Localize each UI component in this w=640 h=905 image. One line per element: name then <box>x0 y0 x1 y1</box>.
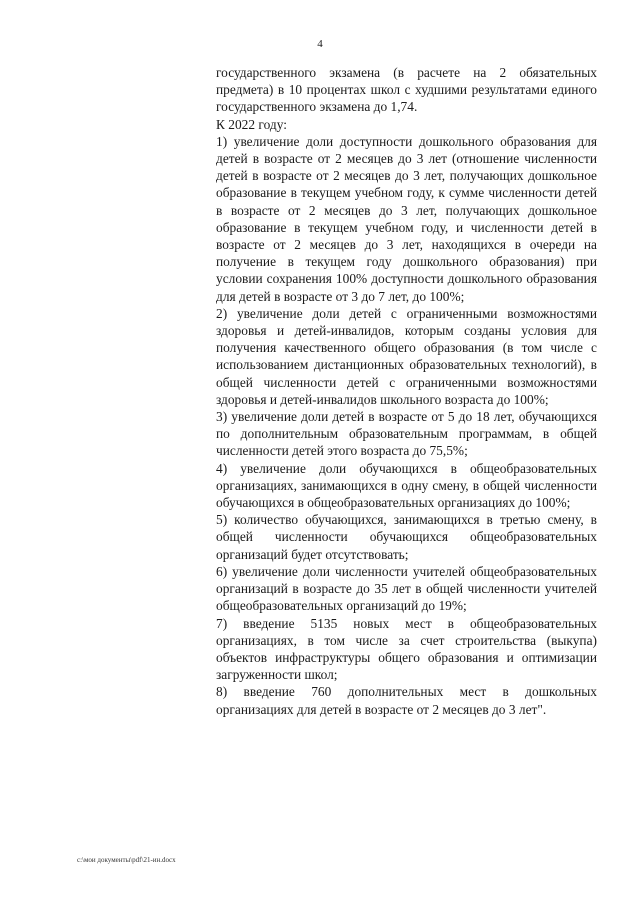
paragraph-target-year-heading: К 2022 году: <box>216 116 287 132</box>
list-item-7: 7) введение 5135 новых мест в общеобразовательных организациях, в том числе за счет строительства (выкупа) объектов инфраструктуры общего образования и оптимизации загруженности школ; <box>216 615 597 683</box>
paragraph-intro-continuation: государственного экзамена (в расчете на 2 обязательных предмета) в 10 процентах школ с худшими результатами единого государственного экзамена до 1,74. <box>216 65 597 115</box>
list-item-3: 3) увеличение доли детей в возрасте от 5 до 18 лет, обучающихся по дополнительным образовательным программам, в общей численности детей этого возраста до 75,5%; <box>216 409 597 459</box>
list-item-8: 8) введение 760 дополнительных мест в дошкольных организациях для детей в возрасте от 2 месяцев до 3 лет". <box>216 684 597 717</box>
page-number: 4 <box>317 38 323 50</box>
footer-file-path: c:\мои документы\pdf\21-ин.docx <box>77 856 176 864</box>
list-item-6: 6) увеличение доли численности учителей общеобразовательных организаций в возрасте до 35 лет в общей численности учителей общеобразовательных организаций до 19%; <box>216 563 597 614</box>
list-item-2: 2) увеличение доли детей с ограниченными возможностями здоровья и детей-инвалидов, которым созданы условия для получения качественного общего образования (в том числе с использованием дистанционных образовательных технологий), в общей численности детей с ограниченными возможностями здоровья и детей-инвалидов школьного возраста до 100%; <box>216 305 597 407</box>
list-item-4: 4) увеличение доли обучающихся в общеобразовательных организациях, занимающихся в одну смену, в общей численности обучающихся в общеобразовательных организациях до 100%; <box>216 460 597 511</box>
document-body <box>216 64 597 718</box>
list-item-1: 1) увеличение доли доступности дошкольного образования для детей в возрасте от 2 месяцев до 3 лет (отношение численности детей в возрасте от 2 месяцев до 3 лет, получающих дошкольное образование в текущем учебном году, к сумме численности детей в возрасте от 2 месяцев до 3 лет, получающих дошкольное образование в текущем учебном году, и численности детей в возрасте от 2 месяцев до 3 лет, находящихся в очереди на получение в текущем году дошкольного образования) при условии сохранения 100% доступности дошкольного образования для детей в возрасте от 3 до 7 лет, до 100%; <box>216 133 597 304</box>
list-item-5: 5) количество обучающихся, занимающихся в третью смену, в общей численности обучающихся общеобразовательных организаций будет отсутствовать; <box>216 512 597 562</box>
